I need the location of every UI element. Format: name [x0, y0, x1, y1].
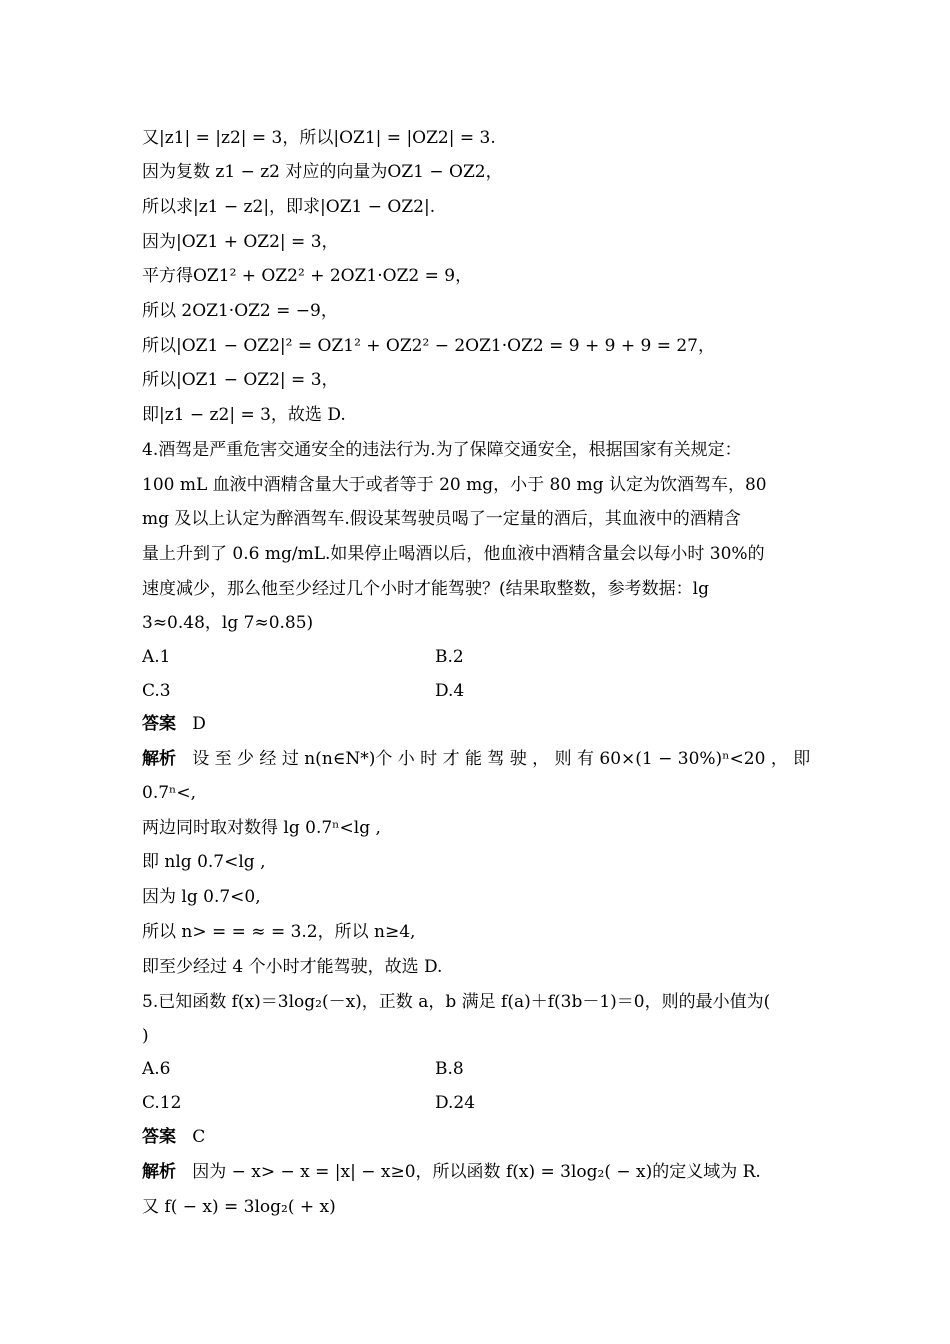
analysis-label: 解析: [142, 1162, 176, 1182]
answer-label: 答案: [142, 714, 176, 734]
analysis-line: 所以 n> = = ≈ = 3.2，所以 n≥4,: [142, 922, 416, 942]
text-line: 因为|OZ1 + OZ2| = 3，: [142, 232, 339, 252]
question-4-stem: 4.酒驾是严重危害交通安全的违法行为.为了保障交通安全，根据国家有关规定：: [142, 440, 742, 460]
analysis-line: 0.7ⁿ<,: [142, 783, 197, 803]
answer-label: 答案: [142, 1127, 176, 1147]
q4-option-d: D.4: [435, 681, 465, 701]
q5-option-c: C.12: [142, 1093, 182, 1113]
q5-option-d: D.24: [435, 1093, 476, 1113]
analysis-text: 因为 − x> − x = |x| − x≥0，所以函数 f(x) = 3log₂( − x)的定义域为 R.: [192, 1162, 761, 1182]
q4-option-c: C.3: [142, 681, 171, 701]
q4-analysis: [142, 748, 818, 770]
text-line: 所以求|z1 − z2|，即求|OZ1 − OZ2|.: [142, 197, 436, 217]
text-line: 所以|OZ1 − OZ2|² = OZ1² + OZ2² − 2OZ1·OZ2 = 9 + 9 + 9 = 27，: [142, 336, 716, 356]
text-line: 即|z1 − z2| = 3，故选 D.: [142, 405, 346, 425]
question-4-stem: 量上升到了 0.6 mg/mL.如果停止喝酒以后，他血液中酒精含量会以每小时 30%的: [142, 544, 765, 564]
text-line: 所以 2OZ1·OZ2 = −9，: [142, 301, 338, 321]
question-4-stem: 100 mL 血液中酒精含量大于或者等于 20 mg，小于 80 mg 认定为饮酒驾车，80: [142, 475, 767, 495]
question-4-stem: 3≈0.48，lg 7≈0.85): [142, 613, 314, 633]
answer-value: D: [192, 714, 206, 734]
text-line: 又|z1| = |z2| = 3，所以|OZ1| = |OZ2| = 3.: [142, 128, 496, 148]
q5-option-b: B.8: [435, 1059, 464, 1079]
q5-answer: [142, 1126, 818, 1148]
analysis-text: 设 至 少 经 过 n(n∈N*)个 小 时 才 能 驾 驶 ， 则 有 60×(1 − 30%)ⁿ<20 ， 即: [192, 749, 811, 769]
q4-option-a: A.1: [142, 647, 171, 667]
analysis-label: 解析: [142, 749, 176, 769]
text-line: 所以|OZ1 − OZ2| = 3，: [142, 370, 339, 390]
question-5-stem: 5.已知函数 f(x)＝3log₂(－x)，正数 a，b 满足 f(a)＋f(3b－1)＝0，则的最小值为(: [142, 992, 771, 1012]
analysis-line: 两边同时取对数得 lg 0.7ⁿ<lg ,: [142, 818, 381, 838]
q4-answer: [142, 713, 818, 735]
text-line: 因为复数 z1 − z2 对应的向量为OZ1 − OZ2，: [142, 162, 503, 182]
q5-option-a: A.6: [142, 1059, 171, 1079]
question-4-stem: mg 及以上认定为醉酒驾车.假设某驾驶员喝了一定量的酒后，其血液中的酒精含: [142, 509, 741, 529]
question-4-stem: 速度减少，那么他至少经过几个小时才能驾驶？(结果取整数，参考数据：lg: [142, 579, 709, 599]
analysis-line: 即至少经过 4 个小时才能驾驶，故选 D.: [142, 957, 443, 977]
q4-option-b: B.2: [435, 647, 464, 667]
analysis-line: 因为 lg 0.7<0,: [142, 887, 261, 907]
text-line: 平方得OZ1² + OZ2² + 2OZ1·OZ2 = 9，: [142, 266, 473, 286]
analysis-line: 即 nlg 0.7<lg ,: [142, 852, 266, 872]
answer-value: C: [192, 1127, 206, 1147]
question-5-stem: ): [142, 1026, 149, 1046]
analysis-line: 又 f( − x) = 3log₂( + x): [142, 1197, 336, 1217]
q5-analysis: [142, 1161, 818, 1183]
